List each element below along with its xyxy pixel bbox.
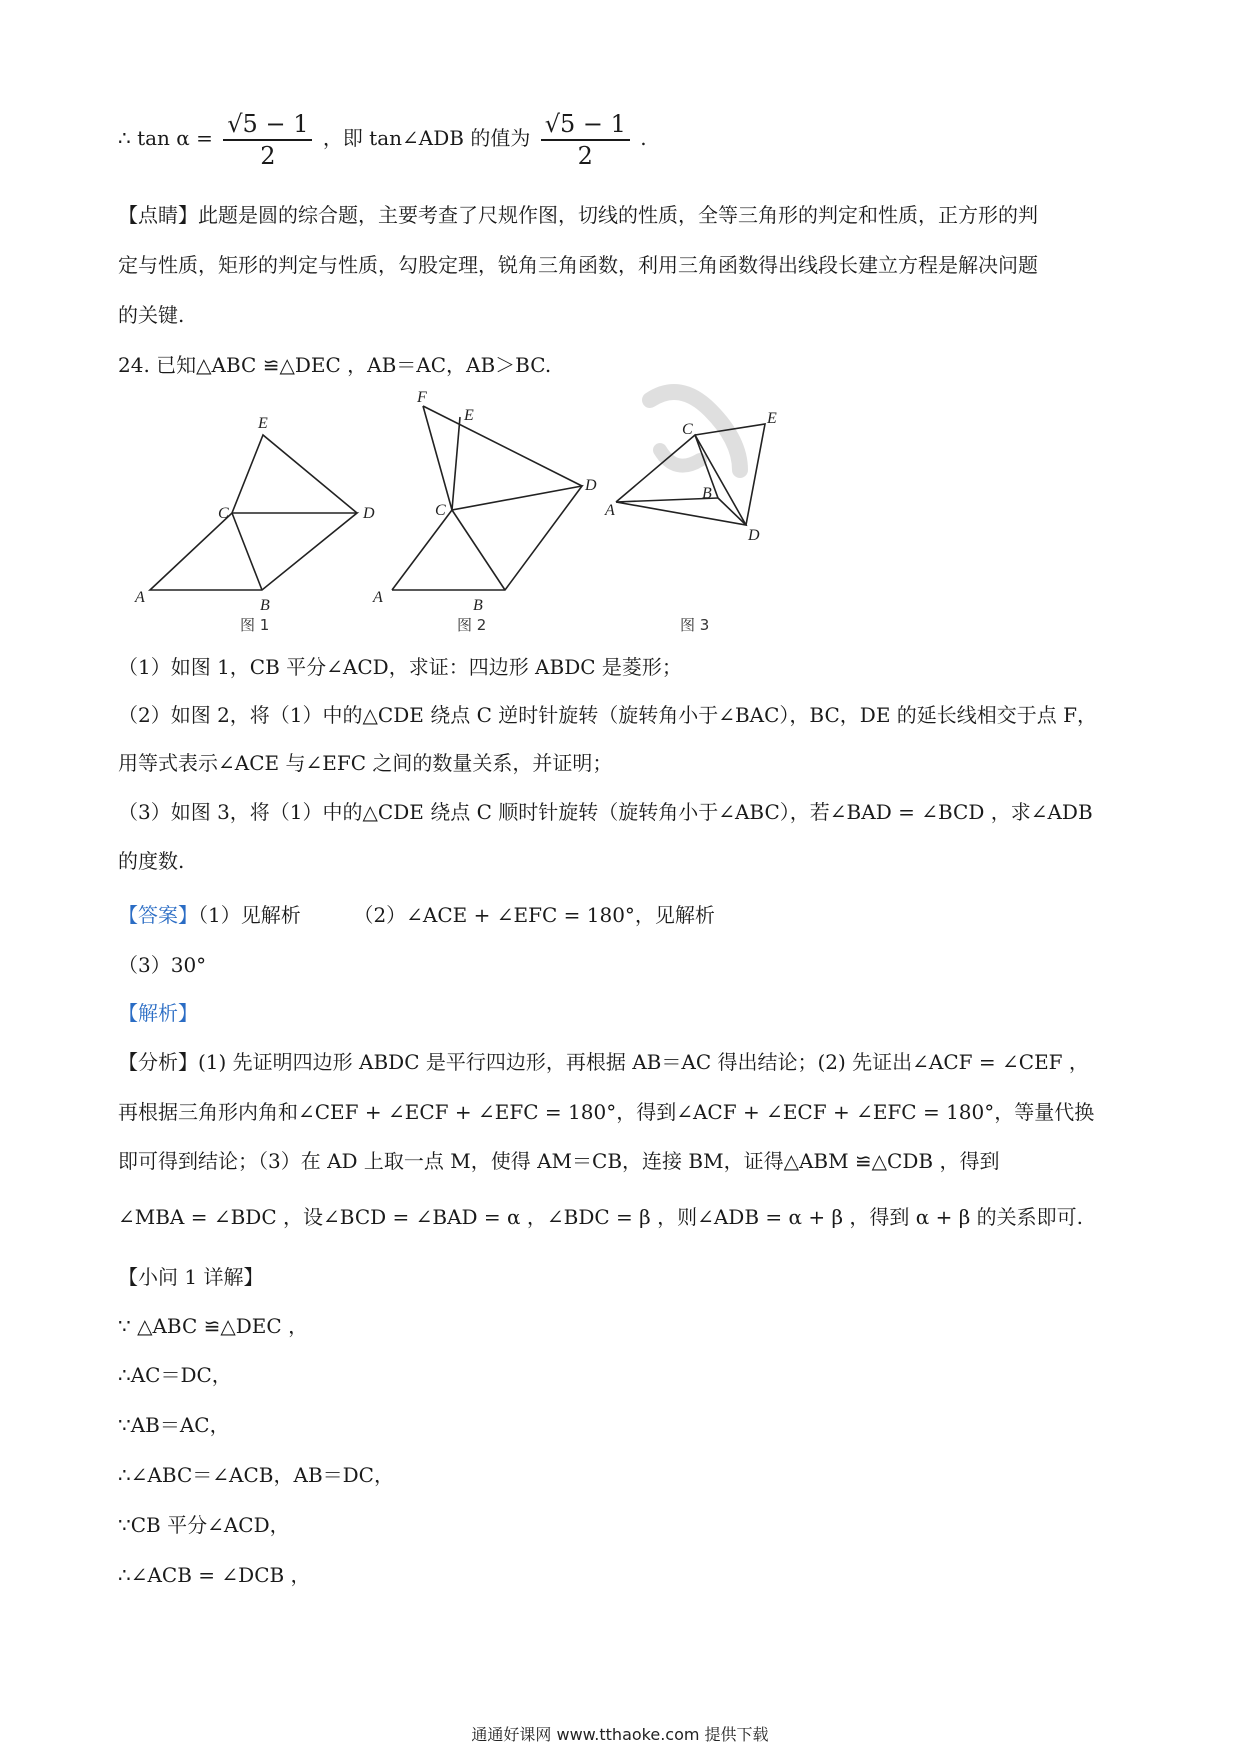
fig3-label-b: B [702, 485, 712, 502]
formula-middle: ，即 tan∠ADB 的值为 [322, 126, 531, 150]
fraction-2 [541, 109, 630, 171]
detail-step: ∵CB 平分∠ACD， [118, 1513, 290, 1537]
figure-2 [392, 406, 582, 590]
fig2-label-a: A [373, 589, 383, 606]
fig2-label-b: B [473, 597, 483, 614]
analysis-line-3: 即可得到结论；（3）在 AD 上取一点 M，使得 AM＝CB，连接 BM，证得△ABM ≌△CDB ，得到 [118, 1149, 1000, 1173]
question-3-line-2: 的度数. [118, 849, 185, 873]
figures-panel [130, 390, 910, 640]
fig2-label-f: F [417, 390, 427, 406]
answer-line [118, 900, 1130, 930]
figure-3 [616, 424, 765, 525]
fig1-caption: 图 1 [240, 616, 270, 634]
fig2-caption: 图 2 [457, 616, 487, 634]
fig3-label-d: D [748, 527, 760, 544]
detail-step: ∵AB＝AC， [118, 1413, 230, 1437]
dianjing-line-1: 【点睛】此题是圆的综合题，主要考查了尺规作图，切线的性质，全等三角形的判定和性质，正方形的判 [118, 203, 1038, 227]
fraction-1-numerator: √5 − 1 [223, 109, 312, 141]
analysis-line-4: ∠MBA = ∠BDC ，设∠BCD = ∠BAD = α ，∠BDC = β ，则∠ADB = α + β ，得到 α + β 的关系即可. [118, 1205, 1084, 1229]
answer-part-3: （3）30° [118, 953, 207, 977]
answer-part-2: （2）∠ACE + ∠EFC = 180°，见解析 [353, 903, 715, 927]
detail-heading: 【小问 1 详解】 [118, 1265, 264, 1289]
fig2-label-e: E [464, 407, 474, 424]
fig2-segment-ce [452, 417, 460, 510]
fig3-triangle-acd [616, 435, 746, 525]
fraction-2-denominator: 2 [577, 141, 593, 170]
answer-tag: 【答案】 [118, 903, 198, 927]
analysis-tag: 【解析】 [118, 1001, 198, 1025]
fig1-label-d: D [363, 505, 375, 522]
fig3-caption: 图 3 [680, 616, 710, 634]
fig2-quadrilateral [392, 486, 582, 590]
fig2-segment-cf [423, 406, 452, 510]
fig2-label-d: D [585, 477, 597, 494]
detail-step: ∴∠ACB = ∠DCB ， [118, 1563, 311, 1587]
question-2-line-1: （2）如图 2，将（1）中的△CDE 绕点 C 逆时针旋转（旋转角小于∠BAC），BC，DE 的延长线相交于点 F， [118, 703, 1098, 727]
fraction-1-denominator: 2 [260, 141, 276, 170]
fig1-segment-cb [232, 513, 262, 590]
dianjing-line-3: 的关键. [118, 303, 185, 327]
formula-suffix: . [640, 126, 647, 150]
fraction-2-numerator: √5 − 1 [541, 109, 630, 141]
fig3-label-a: A [605, 502, 615, 519]
question-3-line-1: （3）如图 3，将（1）中的△CDE 绕点 C 顺时针旋转（旋转角小于∠ABC），若∠BAD = ∠BCD ，求∠ADB [118, 800, 1093, 824]
fig3-label-c: C [682, 421, 693, 438]
detail-step: ∴∠ABC＝∠ACB，AB＝DC， [118, 1463, 394, 1487]
question-2-line-2: 用等式表示∠ACE 与∠EFC 之间的数量关系，并证明； [118, 751, 613, 775]
fig1-label-c: C [218, 505, 229, 522]
dianjing-line-2: 定与性质，矩形的判定与性质，勾股定理，锐角三角函数，利用三角函数得出线段长建立方程是解决问题 [118, 253, 1038, 277]
detail-step: ∴AC＝DC， [118, 1363, 232, 1387]
question-1: （1）如图 1，CB 平分∠ACD，求证：四边形 ABDC 是菱形； [118, 655, 682, 679]
fig3-label-e: E [767, 410, 777, 427]
fig1-rhombus [150, 513, 357, 590]
detail-step: ∵ △ABC ≌△DEC ， [118, 1314, 309, 1338]
fig1-label-e: E [258, 415, 268, 432]
problem-stem: 24. 已知△ABC ≌△DEC ，AB＝AC，AB＞BC. [118, 353, 552, 377]
fig2-segment-cb [452, 510, 505, 590]
fraction-1 [223, 109, 312, 171]
figure-1 [150, 435, 357, 590]
fig1-label-a: A [135, 589, 145, 606]
tan-formula [118, 108, 1130, 168]
fig2-segment-fd [423, 406, 582, 486]
analysis-line-1: 【分析】(1) 先证明四边形 ABDC 是平行四边形，再根据 AB＝AC 得出结论；(2) 先证出∠ACF = ∠CEF ， [118, 1050, 1089, 1074]
fig1-triangle-ced [232, 435, 357, 513]
page-footer: 通通好课网 www.tthaoke.com 提供下载 [471, 1725, 769, 1744]
formula-prefix: ∴ tan α = [118, 126, 213, 150]
fig2-label-c: C [435, 502, 446, 519]
answer-part-1: （1）见解析 [198, 903, 301, 927]
fig1-label-b: B [260, 597, 270, 614]
analysis-line-2: 再根据三角形内角和∠CEF + ∠ECF + ∠EFC = 180°，得到∠ACF + ∠ECF + ∠EFC = 180°，等量代换 [118, 1100, 1095, 1124]
